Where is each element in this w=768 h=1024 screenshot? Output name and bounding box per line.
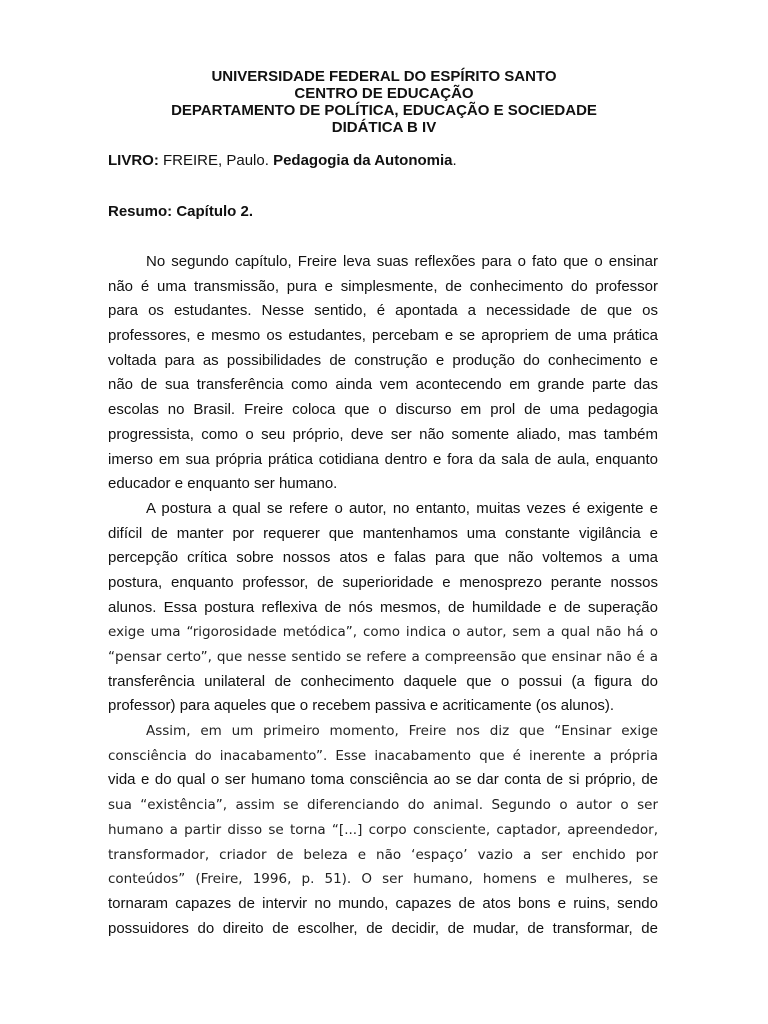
body-line: postura, enquanto professor, de superioridade e menosprezo perante nossos (108, 573, 658, 591)
body-text (108, 250, 658, 941)
body-line: imerso em sua própria prática cotidiana dentro e fora da sala de aula, enquanto (108, 450, 658, 468)
document-header (0, 68, 768, 136)
body-line: transferência unilateral de conhecimento daquele que o possui (a figura do (108, 672, 658, 690)
body-line: difícil de manter por requerer que mantenhamos uma constante vigilância e (108, 524, 658, 542)
body-line: escolas no Brasil. Freire coloca que o discurso em prol de uma pedagogia (108, 401, 658, 419)
book-reference (108, 152, 457, 170)
center-name: CENTRO DE EDUCAÇÃO (294, 85, 474, 102)
body-line: A postura a qual se refere o autor, no entanto, muitas vezes é exigente e (146, 499, 658, 517)
book-end: . (452, 152, 457, 169)
body-line: Assim, em um primeiro momento, Freire nos diz que “Ensinar exige (146, 723, 658, 740)
university-name: UNIVERSIDADE FEDERAL DO ESPÍRITO SANTO (211, 68, 557, 85)
body-line: percepção crítica sobre nossos atos e falas para que não voltemos a uma (108, 549, 658, 567)
body-line: professores, e mesmo os estudantes, percebam e se apropriem de uma prática (108, 327, 658, 345)
body-line: não de sua transferência como ainda vem acontecendo em grande parte das (108, 376, 658, 394)
body-line: professor) para aqueles que o recebem passiva e acriticamente (os alunos). (108, 697, 615, 715)
body-line: possuidores do direito de escolher, de decidir, de mudar, de transformar, de (108, 919, 658, 937)
body-line: tornaram capazes de intervir no mundo, capazes de atos bons e ruins, sendo (108, 894, 658, 912)
book-title: Pedagogia da Autonomia (273, 152, 453, 169)
body-line: “pensar certo”, que nesse sentido se refere a compreensão que ensinar não é a (108, 649, 658, 665)
body-line: sua “existência”, assim se diferenciando do animal. Segundo o autor o ser (108, 797, 658, 814)
body-line: progressista, como o seu próprio, deve ser não somente aliado, mas também (108, 425, 658, 443)
body-line: humano a partir disso se torna “[...] corpo consciente, captador, apreendedor, (108, 821, 658, 838)
body-line: educador e enquanto ser humano. (108, 475, 338, 493)
body-line: para os estudantes. Nesse sentido, é apontada a necessidade de que os (108, 302, 658, 320)
body-line: não é uma transmissão, pura e simplesmente, de conhecimento do professor (108, 277, 658, 295)
body-line: alunos. Essa postura reflexiva de nós mesmos, de humildade e de superação (108, 598, 658, 616)
book-author: FREIRE, Paulo. (158, 152, 274, 169)
body-line: consciência do inacabamento”. Esse inacabamento que é inerente a própria (108, 747, 658, 764)
book-label: LIVRO: (108, 152, 159, 169)
body-line: conteúdos” (Freire, 1996, p. 51). O ser humano, homens e mulheres, se (108, 871, 658, 888)
department-name: DEPARTAMENTO DE POLÍTICA, EDUCAÇÃO E SOCIEDADE (171, 102, 597, 119)
body-line: transformador, criador de beleza e não ‘espaço’ vazio a ser enchido por (108, 846, 658, 863)
body-line: vida e do qual o ser humano toma consciência ao se dar conta de si próprio, de (108, 771, 658, 789)
body-line: voltada para as possibilidades de construção e produção do conhecimento e (108, 351, 658, 369)
body-line: exige uma “rigorosidade metódica”, como indica o autor, sem a qual não há o (108, 624, 658, 641)
summary-title: Resumo: Capítulo 2. (108, 203, 254, 220)
body-line: No segundo capítulo, Freire leva suas reflexões para o fato que o ensinar (146, 253, 658, 270)
course-name: DIDÁTICA B IV (331, 119, 437, 136)
